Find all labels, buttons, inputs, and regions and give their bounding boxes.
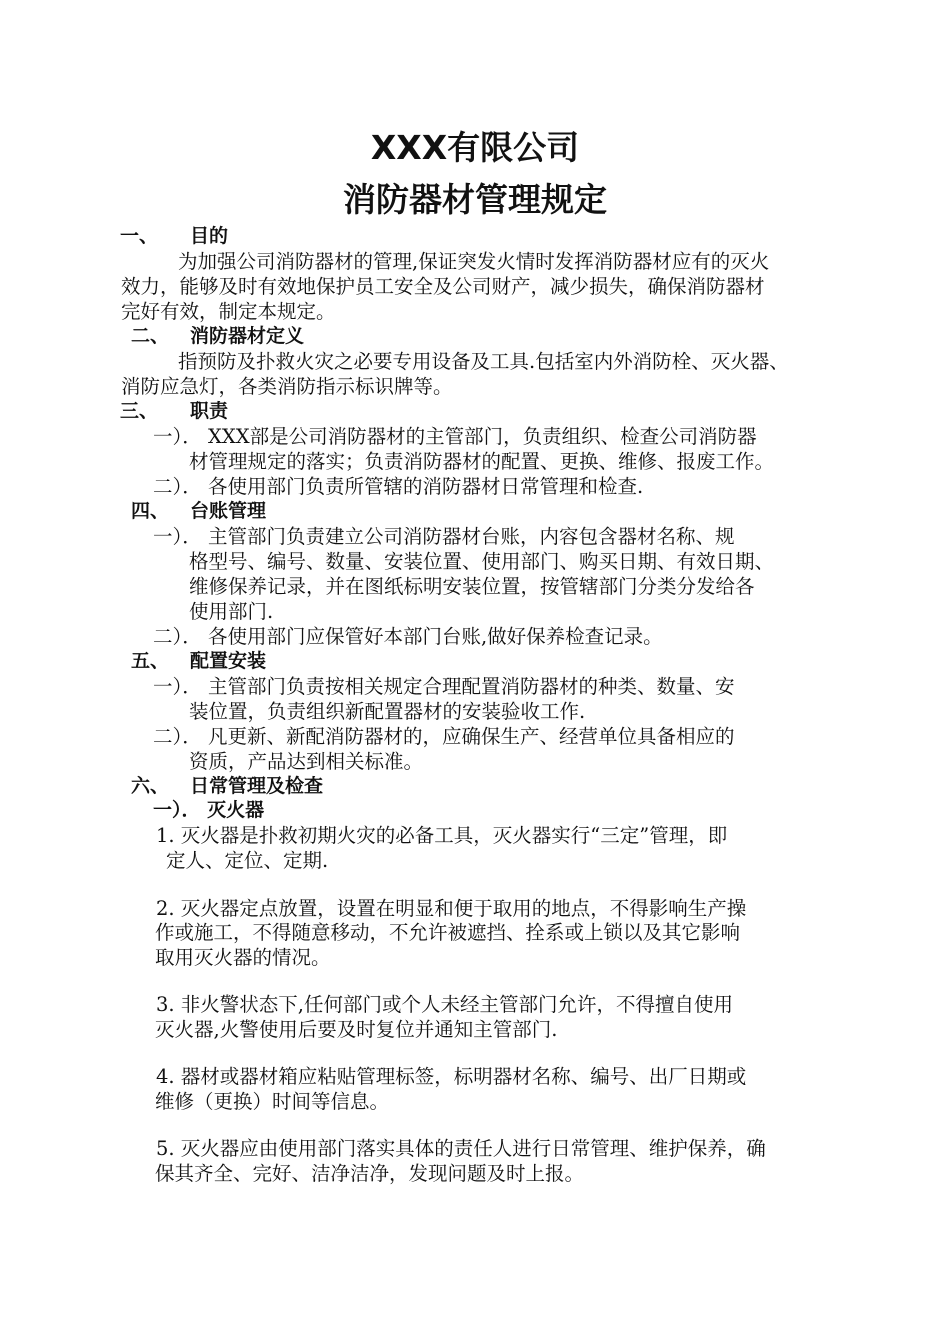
section-4-number: 四、 <box>131 500 170 522</box>
section-6-title: 日常管理及检查 <box>190 775 324 797</box>
section-1-line: 为加强公司消防器材的管理,保证突发火情时发挥消防器材应有的灭火 <box>178 250 770 273</box>
company-title: XXX有限公司 <box>370 128 580 167</box>
section-5-line: 装位置，负责组织新配置器材的安装验收工作. <box>189 700 586 723</box>
section-4-line: 二）． 各使用部门应保管好本部门台账,做好保养检查记录。 <box>153 625 663 648</box>
section-6-heading <box>131 774 323 799</box>
section-4-title: 台账管理 <box>190 500 267 522</box>
section-5-title: 配置安装 <box>190 650 267 672</box>
section-3-number: 三、 <box>120 400 159 422</box>
section-2-number: 二、 <box>131 325 170 347</box>
section-4-line: 格型号、编号、数量、安装位置、使用部门、购买日期、有效日期、 <box>189 550 775 573</box>
section-6-line: 1. 灭火器是扑救初期火灾的必备工具，灭火器实行“三定”管理，即 <box>156 824 728 847</box>
section-4-heading <box>131 499 266 524</box>
section-3-title: 职责 <box>190 400 229 422</box>
section-5-heading <box>131 649 266 674</box>
section-1-number: 一、 <box>120 225 159 247</box>
section-6-line: 2. 灭火器定点放置，设置在明显和便于取用的地点，不得影响生产操 <box>156 897 747 920</box>
section-4-line: 维修保养记录，并在图纸标明安装位置，按管辖部门分类分发给各 <box>189 575 755 598</box>
section-6-line: 4. 器材或器材箱应粘贴管理标签，标明器材名称、编号、出厂日期或 <box>156 1065 747 1088</box>
section-5-number: 五、 <box>131 650 170 672</box>
section-2-title: 消防器材定义 <box>190 325 305 347</box>
section-4-line: 一）． 主管部门负责建立公司消防器材台账，内容包含器材名称、规 <box>153 525 735 548</box>
section-1-title: 目的 <box>190 225 229 247</box>
section-4-line: 使用部门. <box>189 600 274 623</box>
section-6-line: 3. 非火警状态下,任何部门或个人未经主管部门允许，不得擅自使用 <box>156 993 734 1016</box>
section-6-line: 取用灭火器的情况。 <box>155 946 331 969</box>
section-1-line: 完好有效，制定本规定。 <box>121 300 336 323</box>
section-2-heading <box>131 324 304 349</box>
section-3-line: 一）． XXX部是公司消防器材的主管部门，负责组织、检查公司消防器 <box>153 425 757 448</box>
section-6-line: 5. 灭火器应由使用部门落实具体的责任人进行日常管理、维护保养，确 <box>156 1137 766 1160</box>
section-5-line: 二）． 凡更新、新配消防器材的，应确保生产、经营单位具备相应的 <box>153 725 735 748</box>
section-1-heading <box>120 224 228 249</box>
section-6-line: 作或施工，不得随意移动，不允许被遮挡、拴系或上锁以及其它影响 <box>155 921 741 944</box>
section-6-number: 六、 <box>131 775 170 797</box>
section-6-line: 维修（更换）时间等信息。 <box>155 1090 390 1113</box>
regulation-title: 消防器材管理规定 <box>343 180 607 219</box>
section-6-subheading: 一）． 灭火器 <box>153 799 265 821</box>
section-2-line: 消防应急灯，各类消防指示标识牌等。 <box>121 375 453 398</box>
section-3-line: 二）． 各使用部门负责所管辖的消防器材日常管理和检查. <box>153 475 644 498</box>
section-5-line: 一）． 主管部门负责按相关规定合理配置消防器材的种类、数量、安 <box>153 675 735 698</box>
section-6-line: 灭火器,火警使用后要及时复位并通知主管部门. <box>155 1018 558 1041</box>
section-1-line: 效力，能够及时有效地保护员工安全及公司财产，减少损失，确保消防器材 <box>121 275 765 298</box>
section-6-line: 保其齐全、完好、洁净洁净，发现问题及时上报。 <box>155 1162 585 1185</box>
section-3-line: 材管理规定的落实；负责消防器材的配置、更换、维修、报废工作。 <box>189 450 775 473</box>
section-6-line: 定人、定位、定期. <box>166 849 329 872</box>
section-2-line: 指预防及扑救火灾之必要专用设备及工具.包括室内外消防栓、灭火器、 <box>178 350 789 373</box>
section-5-line: 资质，产品达到相关标准。 <box>189 750 424 773</box>
section-3-heading <box>120 399 228 424</box>
